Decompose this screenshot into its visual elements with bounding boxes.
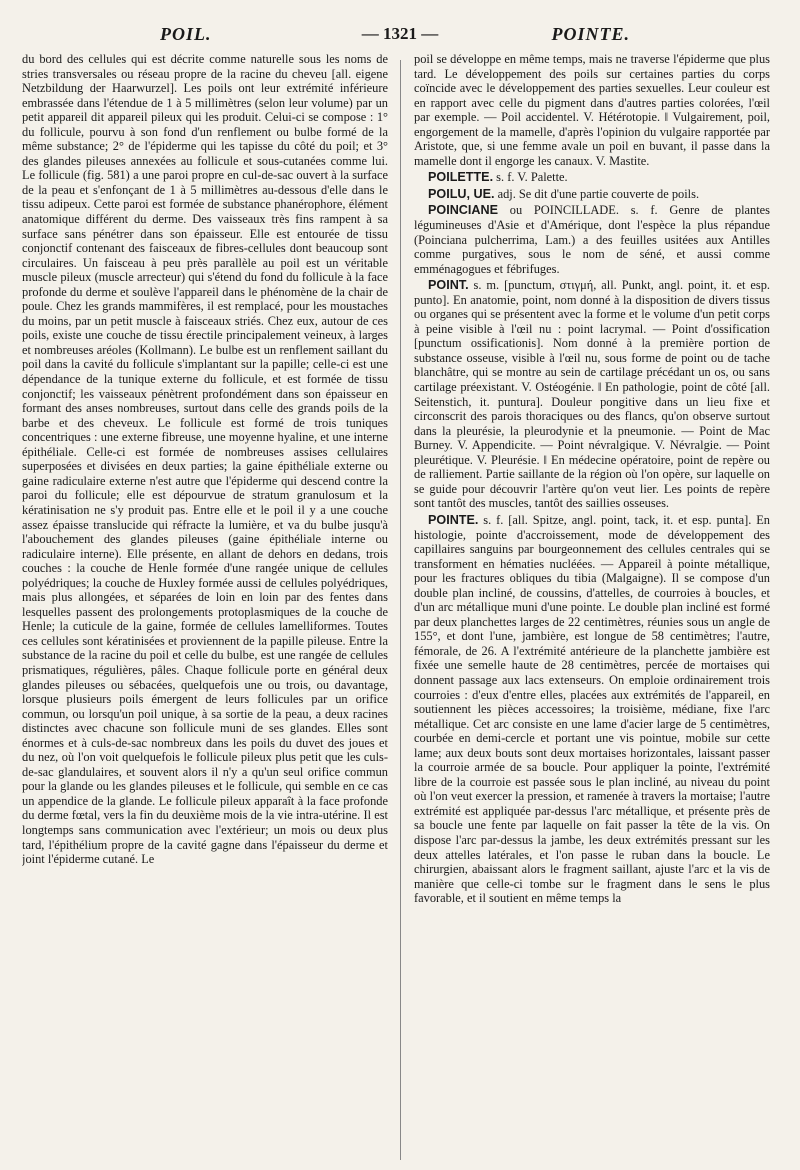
entry-text: s. f. V. Palette. (493, 170, 568, 185)
right-column-intro: poil se développe en même temps, mais ne traverse l'épiderme que plus tard. Le développement des poils sur certaines parties du corps coïncide avec le développement des parties sexuelles. Leur couleur est en rapport avec celle du pigment dans d'autres parties colorées, l'œil par exemple. — Poil accidentel. V. Hétérotopie. ‖ Vulgairement, poil, engorgement de la mamelle, d'après l'opinion du vulgaire rapportée par Aristote, que, si une femme avale un poil en buvant, il passe dans la mamelle dont il engorge les canaux. V. Mastite. (414, 52, 770, 168)
entry-keyword: POINCIANE (428, 203, 498, 218)
right-column (414, 52, 770, 1166)
entry-poilette (414, 170, 770, 185)
entry-keyword: POILETTE. (428, 170, 494, 185)
header-right-word: POINTE. (551, 24, 630, 44)
header-left-word: POIL. (160, 24, 212, 44)
entry-text: adj. Se dit d'une partie couverte de poils. (494, 186, 700, 201)
entry-poilu (414, 187, 770, 202)
entry-text: s. m. [punctum, στιγμή, all. Punkt, angl. point, it. et esp. punto]. En anatomie, point, nom donné à la disposition de divers tissus ou organes qui se présentent avec la forme et le volume d'un petit corps à peine visible à l'œil nu : point lacrymal. — Point d'ossification [punctum ossificationis]. Nom donné à la première portion de substance osseuse, visible à l'œil nu, sous forme de point ou de tache blanchâtre, qui se montre au sein de cartilage précédant un os, ou sans cartilage préexistant. V. Ostéogénie. ‖ En pathologie, point de côté [all. Seitenstich, it. puntura]. Douleur pongitive dans un lieu fixe et circonscrit des parois thoraciques ou des flancs, qu'on observe surtout dans la pleurésie, la pleurodynie et la pneumonie. — Point de Mac Burney. V. Appendicite. — Point névralgique. V. Névralgie. — Point pleurétique. V. Pleurésie. ‖ En médecine opératoire, point de repère ou de ralliement. Partie saillante de la région où l'on opère, sur laquelle on se guide pour découvrir l'artère qu'on veut lier. Les points de repère sont tantôt des muscles, tantôt des saillies osseuses. (414, 278, 770, 511)
column-divider (400, 60, 401, 1160)
entry-text: ou POINCILLADE. s. f. Genre de plantes légumineuses d'Asie et d'Amérique, dont l'espèce la plus répandue (Poinciana pulcherrima, Lam.) a des feuilles usitées aux Antilles comme purgatives, sous le nom de séné, et aussi comme emménagogues et fébrifuges. (414, 203, 770, 276)
entry-pointe (414, 513, 770, 906)
entry-point (414, 278, 770, 511)
entry-keyword: POINT. (428, 278, 469, 293)
entry-keyword: POINTE. (428, 512, 479, 527)
entry-poinciane (414, 203, 770, 276)
page-header (0, 24, 800, 54)
left-column (22, 52, 388, 1166)
entry-text: s. f. [all. Spitze, angl. point, tack, it. et esp. punta]. En histologie, pointe d'accroissement, mode de développement des capillaires sanguins par bourgeonnement des cellules centrales qui se transforment en hématies nucléées. — Appareil à pointe métallique, pour les fractures obliques du tibia (Malgaigne). Il se compose d'un double plan incliné, de coussins, d'attelles, de courroies à boucles, et d'un arc métallique muni d'une pointe. Le double plan incliné est formé par deux planchettes larges de 22 centimètres, réunies sous un angle de 155°, et dont l'une, jambière, est longue de 58 centimètres; l'autre, fémorale, de 26. A l'extrémité antérieure de la planchette jambière est fixée une semelle haute de 28 centimètres, percée de mortaises qui donnent passage aux lacs extenseurs. On emploie ordinairement trois courroies : d'eux d'entre elles, placées aux extrémités de l'appareil, en soutiennent les pièces accessoires; la troisième, médiane, fixe l'arc métallique. Cet arc consiste en une lame d'acier large de 5 centimètres, courbée en demi-cercle et portant une vis pointue, mobile sur cette lame; aux deux bouts sont deux mortaises horizontales, laissant passer la courroie armée de sa boucle. Pour appliquer la pointe, l'extrémité libre de la courroie est passée sous le plan incliné, au niveau du point où l'on veut exercer la pression, et ramenée à travers la mortaise; l'autre extrémité est appliquée par-dessus l'arc métallique, et présente près de sa boucle une fente par laquelle on fait passer la tête de la vis. On dispose l'arc par-dessus la jambe, les deux extrémités pressant sur les deux attelles latérales, et l'on passe le ruban dans la boucle. Le chirurgien, abaissant alors le fragment saillant, ajuste l'arc et la vis de manière que celle-ci tombe sur le fragment dans le sens le plus favorable, et il soutient en même temps la (414, 512, 770, 906)
left-column-text: du bord des cellules qui est décrite comme naturelle sous les noms de stries transversales ou réseau propre de la racine du cheveu [all. eigene Netzbildung der Haarwurzel]. Les poils ont leur extrémité inférieure embrassée dans l'étendue de 1 à 5 millimètres (selon leur volume) par un petit appareil dit appareil pileux qui les produit. Celui-ci se compose : 1° du follicule, pourvu à son fond d'un renflement ou bulbe formé de la même substance; 2° de l'épiderme qui les tapisse du côté du poil; et 3° des glandes pileuses annexées au follicule et sous-cutanées comme lui. Le follicule (fig. 581) a une paroi propre en cul-de-sac ouvert à la surface de la peau et s'enfonçant de 1 à 5 millimètres au-dessous d'elle dans le tissu adipeux. Cette paroi est formée de substance phanérophore, élément anatomique différent du derme. Des vaisseaux très fins rampent à sa surface sans pénétrer dans son épaisseur. Elle est entourée de tissu conjonctif contenant des faisceaux de fibres-cellules dont beaucoup sont circulaires. Un faisceau à peu près parallèle au poil est un véritable muscle pileux (muscle arrecteur) qui s'étend du fond du follicule à la face profonde du derme et soulève l'appareil dans le phénomène de la chair de poule. Chez les grands mammifères, il est remplacé, pour les moustaches du moins, par un petit muscle à faisceaux striés. Chez eux, autour de ces poils, existe une couche de tissu érectile principalement veineux, à larges et nombreuses aréoles (Kollmann). Le bulbe est un renflement saillant du poil dans la cavité du follicule s'implantant sur la papille; celle-ci est une dépendance de la tunique externe du follicule, et est formée de tissu conjonctif; les vaisseaux pénètrent profondément dans son épaisseur en formant des anses nombreuses, surtout dans celle des grands poils de la barbe et des cheveux. Le follicule est formé de trois tuniques concentriques : une externe fibreuse, une moyenne hyaline, et une interne épithéliale. Celle-ci est formée de nombreuses assises cellulaires superposées et divisées en deux parties; la gaine épithéliale externe ou gaine radiculaire externe n'est autre que l'épiderme qui descend contre la paroi du follicule; elle est dépourvue de stratum granulosum et la kératinisation ne s'y produit pas. Entre elle et le poil il y a une couche assez épaisse translucide qui réfracte la lumière, et va du bulbe jusqu'à l'abouchement des glandes pileuses (gaine épithéliale interne ou radiculaire interne). Elle présente, en allant de dehors en dedans, trois couches : la couche de Henle formée d'une rangée unique de cellules polyédriques; la couche de Huxley formée aussi de cellules polyédriques, mais plus allongées, et séparées de loin en loin par des fentes dans lesquelles passent des prolongements protoplasmiques de la couche de Henle; la cuticule de la gaine, formée de cellules lamelliformes. Toutes ces cellules sont kératinisées et proviennent de la papille pileuse. Entre la substance de la racine du poil et celle du bulbe, est une rangée de cellules prismatiques, régulières, pâles. Chaque follicule porte en général deux glandes pileuses ou sébacées, quelquefois une ou trois, ou davantage, lorsque plusieurs poils émergent de leurs follicules par un orifice commun, ou lorsqu'un poil unique, à sa sortie de la peau, a deux racines distinctes avec chacune son follicule muni de ses glandes. Elles sont énormes et à culs-de-sac nombreux dans les poils du duvet des joues et du nez, où l'on voit quelquefois le follicule pileux plus petit que les culs-de-sac glandulaires, et souvent alors il n'y a qu'un seul orifice commun pour la glande ou les glandes pileuses et le follicule, qui semble en ce cas un appendice de la glande. Le follicule pileux apparaît à la face profonde du derme fœtal, vers la fin du deuxième mois de la vie intra-utérine. Il est longtemps sans communication avec l'extérieur; un mois ou deux plus tard, l'épithélium propre de la cavité gagne dans l'épaisseur du derme et joint l'épiderme cutané. Le (22, 52, 388, 867)
entry-keyword: POILU, UE. (428, 186, 495, 201)
page-number: — 1321 — (361, 24, 439, 43)
